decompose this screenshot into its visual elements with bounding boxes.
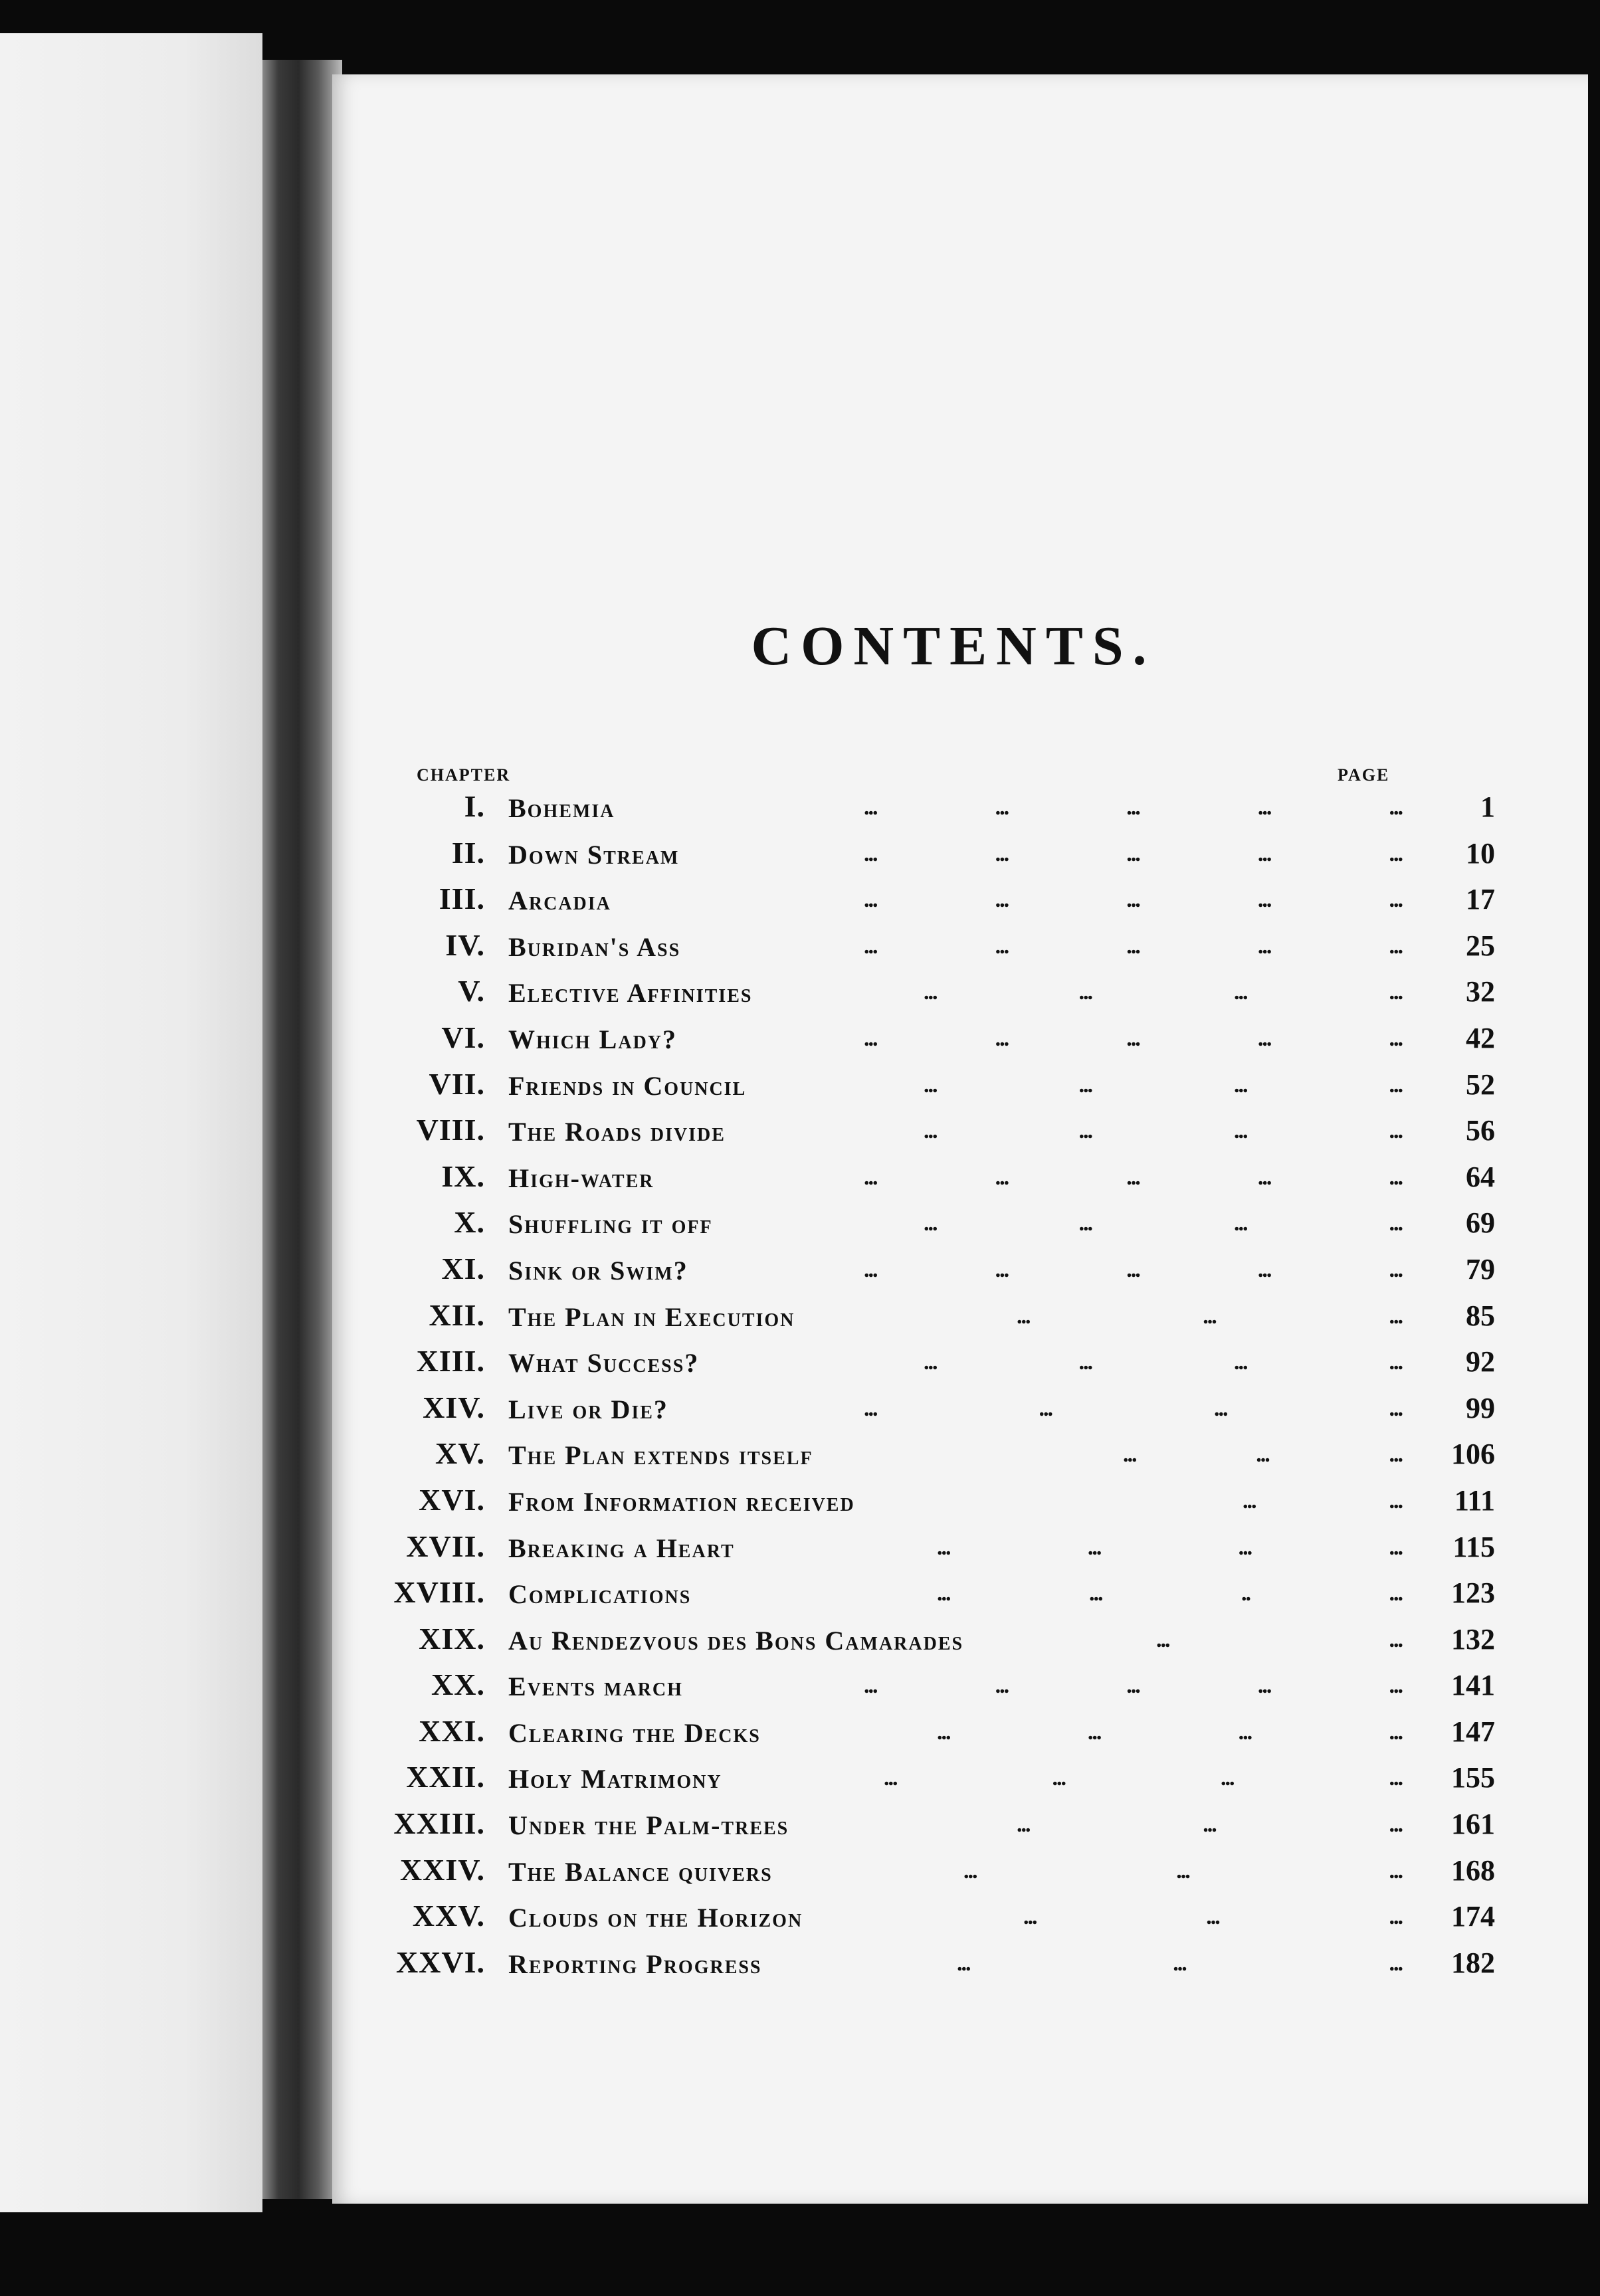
page-number: 1 [1480, 791, 1495, 823]
chapter-number: III. [439, 882, 485, 916]
chapter-number: XV. [435, 1436, 485, 1471]
toc-row [352, 1938, 1495, 1984]
leader-dots [864, 1026, 1402, 1051]
leader-dot-group: ... [1257, 888, 1271, 913]
leader-dot-group: ... [963, 1858, 977, 1883]
toc-row [352, 1753, 1495, 1799]
leader-dots [924, 1119, 1402, 1144]
chapter-title: Arcadia [508, 886, 611, 916]
leader-dots [1243, 1488, 1402, 1513]
chapter-title: What Success? [508, 1348, 700, 1379]
leader-dot-group: ... [1389, 1442, 1402, 1468]
leader-dot-group: ... [1039, 1396, 1052, 1421]
page-number: 25 [1466, 929, 1495, 962]
chapter-number: XXIV. [399, 1852, 485, 1887]
leader-dots [1017, 1812, 1402, 1838]
leader-dot-group: ... [1156, 1627, 1169, 1652]
leader-dot-group: ... [1389, 1072, 1402, 1098]
leader-dot-group: ... [1389, 1119, 1402, 1144]
page-number: 161 [1451, 1808, 1495, 1841]
leader-dot-group: ... [1078, 1350, 1092, 1375]
leader-dot-group: ... [864, 841, 877, 866]
leader-dots [937, 1581, 1402, 1606]
toc-row [352, 1522, 1495, 1569]
chapter-title: The Roads divide [508, 1117, 726, 1147]
page-number: 85 [1466, 1299, 1495, 1332]
leader-dots [1123, 1442, 1402, 1468]
chapter-title: Complications [508, 1579, 692, 1610]
leader-dot-group: ... [1078, 980, 1092, 1005]
book-gutter [262, 60, 342, 2199]
toc-row [352, 782, 1495, 828]
leader-dot-group: ... [1234, 1072, 1247, 1098]
leader-dot-group: ... [1087, 1719, 1101, 1745]
chapter-number: XVI. [419, 1482, 485, 1517]
chapter-number: XI. [441, 1251, 485, 1286]
leader-dot-group: ... [1126, 1165, 1140, 1190]
chapter-title: The Plan extends itself [508, 1440, 813, 1471]
leader-dots [957, 1951, 1402, 1976]
chapter-number: XXIII. [393, 1806, 485, 1841]
leader-dot-group: ... [1087, 1535, 1101, 1560]
page-number: 106 [1451, 1438, 1495, 1471]
leader-dots [924, 980, 1402, 1005]
leader-dot-group: .. [1241, 1581, 1250, 1606]
leader-dot-group: ... [1017, 1303, 1030, 1329]
page-number: 17 [1466, 883, 1495, 916]
chapter-title: High-water [508, 1163, 654, 1193]
leader-dot-group: ... [1203, 1303, 1216, 1329]
leader-dot-group: ... [1234, 980, 1247, 1005]
chapter-title: Friends in Council [508, 1070, 747, 1101]
chapter-number: XII. [429, 1297, 485, 1332]
leader-dots [924, 1072, 1402, 1098]
chapter-number: XIII. [416, 1344, 485, 1379]
leader-dots [864, 795, 1402, 820]
leader-dot-group: ... [995, 1257, 1009, 1282]
leader-dot-group: ... [1126, 888, 1140, 913]
toc-row [352, 1568, 1495, 1614]
leader-dots [1156, 1627, 1402, 1652]
leader-dot-group: ... [1389, 1627, 1402, 1652]
leader-dot-group: ... [1389, 1951, 1402, 1976]
leader-dot-group: ... [924, 1350, 937, 1375]
leader-dot-group: ... [924, 980, 937, 1005]
leader-dot-group: ... [864, 1165, 877, 1190]
leader-dot-group: ... [1257, 795, 1271, 820]
leader-dots [937, 1535, 1402, 1560]
chapter-title: Events march [508, 1672, 683, 1702]
chapter-number: I. [464, 789, 485, 823]
leader-dot-group: ... [937, 1719, 950, 1745]
chapter-number: XIV. [423, 1390, 485, 1424]
chapter-title: Shuffling it off [508, 1209, 713, 1240]
leader-dot-group: ... [1256, 1442, 1269, 1468]
toc-row [352, 874, 1495, 921]
leader-dot-group: ... [1257, 1165, 1271, 1190]
toc-row [352, 1198, 1495, 1244]
leader-dot-group: ... [1123, 1442, 1136, 1468]
leader-dots [963, 1858, 1402, 1883]
leader-dot-group: ... [884, 1766, 897, 1791]
toc-row [352, 1614, 1495, 1661]
page-number: 64 [1466, 1160, 1495, 1193]
leader-dot-group: ... [1234, 1211, 1247, 1236]
leader-dot-group: ... [937, 1581, 950, 1606]
page-number: 141 [1451, 1669, 1495, 1702]
chapter-number: X. [454, 1205, 485, 1240]
leader-dot-group: ... [864, 1674, 877, 1699]
toc-row [352, 1429, 1495, 1476]
leader-dot-group: ... [1206, 1905, 1219, 1930]
leader-dot-group: ... [1078, 1072, 1092, 1098]
page-number: 42 [1466, 1021, 1495, 1054]
chapter-title: Breaking a Heart [508, 1533, 735, 1563]
leader-dot-group: ... [1126, 933, 1140, 959]
chapter-number: VIII. [416, 1113, 485, 1147]
page-number: 123 [1451, 1577, 1495, 1610]
chapter-number: XIX. [419, 1621, 485, 1656]
leader-dot-group: ... [995, 933, 1009, 959]
leader-dot-group: ... [1078, 1119, 1092, 1144]
chapter-number: XXII. [406, 1760, 485, 1794]
page-number: 79 [1466, 1252, 1495, 1286]
leader-dots [864, 1674, 1402, 1699]
page-number: 99 [1466, 1391, 1495, 1424]
page-number: 69 [1466, 1206, 1495, 1240]
leader-dots [864, 888, 1402, 913]
page-number: 10 [1466, 836, 1495, 870]
page-number: 92 [1466, 1345, 1495, 1379]
leader-dot-group: ... [1389, 841, 1402, 866]
leader-dot-group: ... [1389, 1396, 1402, 1421]
leader-dot-group: ... [1126, 1674, 1140, 1699]
leader-dot-group: ... [995, 795, 1009, 820]
leader-dot-group: ... [924, 1072, 937, 1098]
leader-dot-group: ... [1257, 1674, 1271, 1699]
page-number: 132 [1451, 1622, 1495, 1656]
chapter-number: V. [458, 974, 485, 1008]
toc-row [352, 1891, 1495, 1938]
chapter-number: II. [451, 835, 485, 870]
toc-row [352, 1846, 1495, 1892]
toc-row [352, 1244, 1495, 1291]
leader-dots [924, 1211, 1402, 1236]
leader-dot-group: ... [1389, 980, 1402, 1005]
chapter-title: Live or Die? [508, 1394, 668, 1424]
page-number: 52 [1466, 1068, 1495, 1101]
leader-dot-group: ... [864, 888, 877, 913]
chapter-number: IV. [445, 927, 485, 962]
leader-dot-group: ... [1389, 1812, 1402, 1838]
leader-dot-group: ... [1389, 1766, 1402, 1791]
leader-dot-group: ... [1221, 1766, 1234, 1791]
leader-dots [864, 1396, 1402, 1421]
leader-dot-group: ... [1389, 933, 1402, 959]
toc-row [352, 967, 1495, 1013]
leader-dot-group: ... [1078, 1211, 1092, 1236]
leader-dot-group: ... [995, 1165, 1009, 1190]
leader-dot-group: ... [937, 1535, 950, 1560]
leader-dots [1023, 1905, 1402, 1930]
leader-dot-group: ... [1126, 1026, 1140, 1051]
toc-row [352, 1291, 1495, 1337]
leader-dot-group: ... [1238, 1719, 1252, 1745]
leader-dot-group: ... [1234, 1119, 1247, 1144]
leader-dot-group: ... [1389, 1350, 1402, 1375]
leader-dot-group: ... [1389, 1719, 1402, 1745]
leader-dot-group: ... [1257, 841, 1271, 866]
toc-row [352, 1060, 1495, 1106]
leader-dot-group: ... [864, 1026, 877, 1051]
leader-dot-group: ... [864, 1257, 877, 1282]
leader-dots [924, 1350, 1402, 1375]
left-page [0, 33, 262, 2212]
leader-dot-group: ... [1257, 1257, 1271, 1282]
leader-dot-group: ... [1126, 1257, 1140, 1282]
chapter-number: IX. [441, 1159, 485, 1193]
chapter-number: VI. [441, 1020, 485, 1054]
leader-dot-group: ... [995, 841, 1009, 866]
toc-row [352, 1105, 1495, 1152]
leader-dot-group: ... [1234, 1350, 1247, 1375]
chapter-title: The Balance quivers [508, 1856, 773, 1887]
chapter-title: From Information received [508, 1486, 855, 1517]
chapter-title: Down Stream [508, 839, 680, 870]
page-number: 32 [1466, 975, 1495, 1008]
leader-dot-group: ... [1243, 1488, 1256, 1513]
leader-dot-group: ... [1389, 1535, 1402, 1560]
toc-row [352, 828, 1495, 875]
leader-dots [1017, 1303, 1402, 1329]
leader-dot-group: ... [1389, 1581, 1402, 1606]
leader-dots [864, 1257, 1402, 1282]
leader-dot-group: ... [1173, 1951, 1186, 1976]
chapter-title: Holy Matrimony [508, 1764, 722, 1794]
page-title: CONTENTS. [751, 615, 1156, 677]
page-number: 147 [1451, 1715, 1495, 1748]
chapter-title: Elective Affinities [508, 978, 753, 1008]
chapter-title: Buridan's Ass [508, 931, 681, 962]
chapter-title: Which Lady? [508, 1024, 678, 1054]
toc-row [352, 1476, 1495, 1522]
leader-dot-group: ... [1052, 1766, 1065, 1791]
toc-row [352, 921, 1495, 967]
leader-dot-group: ... [1389, 1674, 1402, 1699]
leader-dot-group: ... [864, 1396, 877, 1421]
leader-dot-group: ... [995, 1674, 1009, 1699]
leader-dot-group: ... [1017, 1812, 1030, 1838]
leader-dot-group: ... [1389, 1165, 1402, 1190]
toc-row [352, 1660, 1495, 1707]
leader-dot-group: ... [1389, 1488, 1402, 1513]
chapter-number: XXV. [412, 1899, 485, 1933]
page-column-heading: PAGE [1338, 765, 1390, 785]
chapter-number: XXI. [419, 1713, 485, 1748]
chapter-number: XVIII. [393, 1575, 485, 1610]
chapter-column-heading: CHAPTER [417, 765, 511, 785]
chapter-title: The Plan in Execution [508, 1301, 795, 1332]
leader-dot-group: ... [1389, 1211, 1402, 1236]
chapter-number: XVII. [406, 1529, 485, 1563]
leader-dot-group: ... [1389, 1858, 1402, 1883]
leader-dots [864, 933, 1402, 959]
leader-dot-group: ... [1389, 888, 1402, 913]
leader-dot-group: ... [1089, 1581, 1102, 1606]
chapter-number: XXVI. [395, 1945, 485, 1979]
leader-dot-group: ... [1203, 1812, 1216, 1838]
leader-dot-group: ... [864, 795, 877, 820]
chapter-title: Sink or Swim? [508, 1255, 688, 1286]
chapter-title: Reporting Progress [508, 1949, 762, 1979]
leader-dot-group: ... [1389, 1303, 1402, 1329]
chapter-title: Clearing the Decks [508, 1717, 761, 1748]
page-number: 155 [1451, 1761, 1495, 1794]
leader-dot-group: ... [1389, 795, 1402, 820]
leader-dots [864, 841, 1402, 866]
chapter-title: Under the Palm-trees [508, 1810, 789, 1841]
chapter-number: VII. [429, 1066, 485, 1101]
page-number: 111 [1454, 1483, 1495, 1517]
toc-row [352, 1383, 1495, 1430]
toc-row [352, 1337, 1495, 1383]
chapter-title: Clouds on the Horizon [508, 1903, 803, 1933]
chapter-title: Au Rendezvous des Bons Camarades [508, 1625, 964, 1656]
table-of-contents [352, 782, 1495, 1984]
leader-dot-group: ... [1214, 1396, 1227, 1421]
leader-dots [884, 1766, 1402, 1791]
page-number: 56 [1466, 1114, 1495, 1147]
leader-dot-group: ... [1257, 933, 1271, 959]
leader-dot-group: ... [1257, 1026, 1271, 1051]
leader-dot-group: ... [1389, 1905, 1402, 1930]
leader-dot-group: ... [1176, 1858, 1189, 1883]
leader-dot-group: ... [995, 1026, 1009, 1051]
leader-dot-group: ... [924, 1211, 937, 1236]
toc-row [352, 1152, 1495, 1198]
leader-dot-group: ... [1238, 1535, 1252, 1560]
leader-dot-group: ... [864, 933, 877, 959]
chapter-number: XX. [431, 1668, 485, 1702]
page-number: 174 [1451, 1900, 1495, 1933]
page-number: 182 [1451, 1946, 1495, 1979]
leader-dot-group: ... [1389, 1026, 1402, 1051]
leader-dot-group: ... [957, 1951, 970, 1976]
toc-row [352, 1707, 1495, 1753]
leader-dot-group: ... [1126, 841, 1140, 866]
leader-dots [937, 1719, 1402, 1745]
page-number: 168 [1451, 1854, 1495, 1887]
leader-dot-group: ... [1126, 795, 1140, 820]
leader-dot-group: ... [1389, 1257, 1402, 1282]
right-page [332, 74, 1588, 2204]
toc-row [352, 1799, 1495, 1846]
leader-dots [864, 1165, 1402, 1190]
leader-dot-group: ... [924, 1119, 937, 1144]
toc-row [352, 1013, 1495, 1060]
chapter-title: Bohemia [508, 793, 615, 823]
leader-dot-group: ... [995, 888, 1009, 913]
page-number: 115 [1452, 1530, 1495, 1563]
leader-dot-group: ... [1023, 1905, 1037, 1930]
